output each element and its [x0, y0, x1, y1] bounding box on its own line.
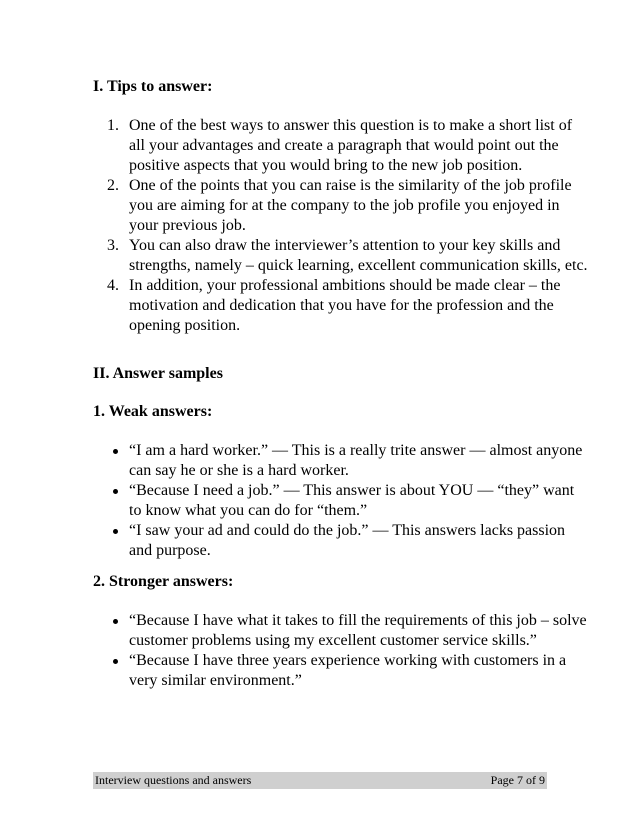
tips-list-item: [0, 176, 589, 236]
footer-title: Interview questions and answers: [95, 773, 252, 787]
weak-answer-item: [0, 481, 589, 521]
tips-heading: I. Tips to answer:: [93, 78, 213, 95]
weak-answer-item: [0, 521, 589, 561]
list-item-text: “I am a hard worker.” — This is a really trite answer — almost anyone can say he or she is a hard worker.: [129, 442, 583, 479]
list-number: 2.: [107, 177, 119, 194]
page-footer: [93, 772, 547, 789]
weak-answers-heading: 1. Weak answers:: [93, 403, 213, 420]
bullet-icon: [113, 619, 118, 624]
list-item-text: One of the points that you can raise is the similarity of the job profile you are aiming for at the company to the job profile you enjoyed in your previous job.: [129, 177, 572, 234]
stronger-answer-item: [0, 611, 589, 651]
page-number: Page 7 of 9: [490, 773, 545, 787]
bullet-icon: [113, 529, 118, 534]
list-item-text: “Because I have what it takes to fill the requirements of this job – solve customer problems using my excellent customer service skills.”: [129, 612, 587, 649]
stronger-answers-heading: 2. Stronger answers:: [93, 573, 234, 590]
list-item-text: You can also draw the interviewer’s attention to your key skills and strengths, namely – quick learning, excellent communication skills, etc.: [129, 237, 588, 274]
weak-answer-item: [0, 441, 589, 481]
tips-list: [0, 116, 589, 336]
list-number: 1.: [107, 117, 119, 134]
list-item-text: “I saw your ad and could do the job.” — This answers lacks passion and purpose.: [129, 522, 566, 559]
list-item-text: “Because I have three years experience working with customers in a very similar environment.”: [129, 652, 567, 689]
bullet-icon: [113, 659, 118, 664]
tips-list-item: [0, 116, 589, 176]
list-item-text: One of the best ways to answer this question is to make a short list of all your advantages and create a paragraph that would point out the positive aspects that you would bring to the new job position.: [129, 117, 573, 174]
bullet-icon: [113, 449, 118, 454]
tips-list-item: [0, 276, 589, 336]
tips-list-item: [0, 236, 589, 276]
list-number: 4.: [107, 277, 119, 294]
list-item-text: In addition, your professional ambitions should be made clear – the motivation and dedication that you have for the profession and the opening position.: [129, 277, 561, 334]
list-item-text: “Because I need a job.” — This answer is about YOU — “they” want to know what you can do for “them.”: [129, 482, 575, 519]
bullet-icon: [113, 489, 118, 494]
answer-samples-heading: II. Answer samples: [93, 365, 223, 382]
stronger-answer-item: [0, 651, 589, 691]
weak-answers-list: [0, 441, 589, 561]
list-number: 3.: [107, 237, 119, 254]
stronger-answers-list: [0, 611, 589, 691]
